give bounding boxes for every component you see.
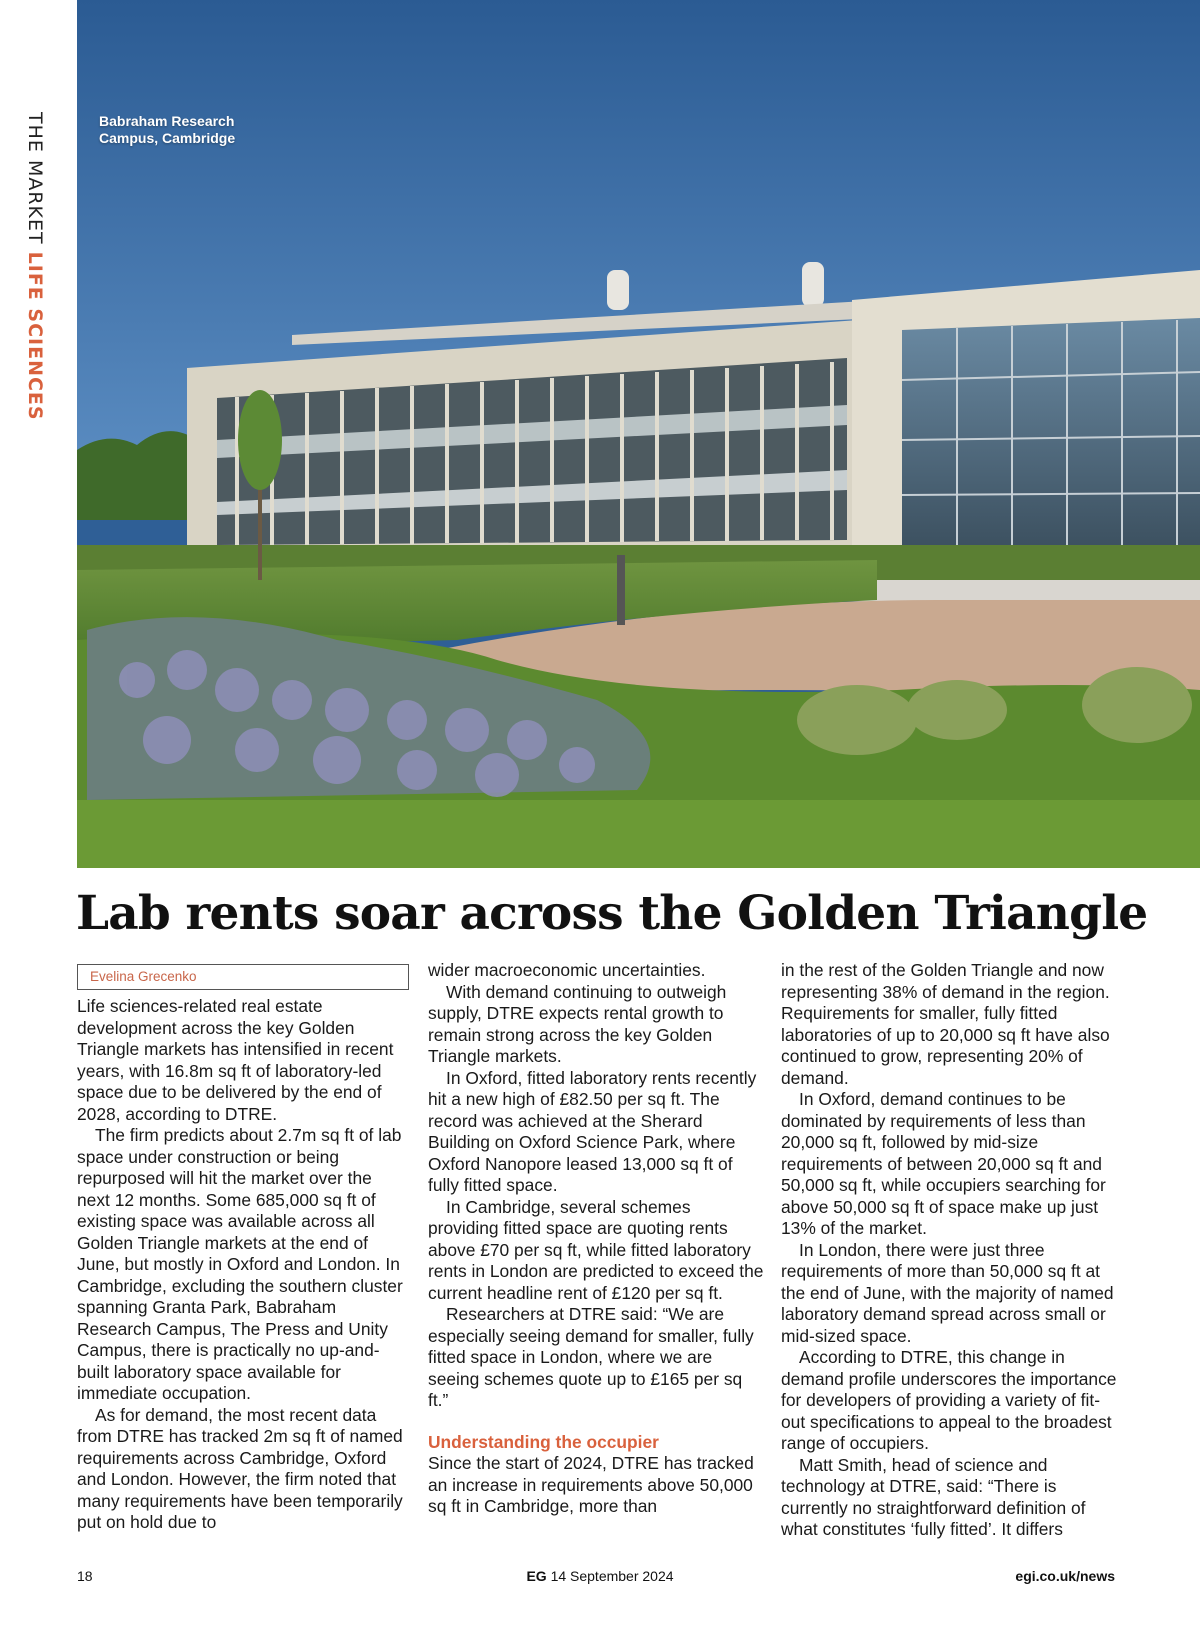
- article-column-2: [428, 960, 764, 1518]
- paragraph: In Cambridge, several schemes providing fitted space are quoting rents above £70 per sq ft, while fitted laboratory rents in London are predicted to exceed the current headline rent of £120 per sq ft.: [428, 1196, 764, 1303]
- article-column-3: [781, 960, 1121, 1541]
- section-prefix: THE MARKET: [24, 112, 46, 245]
- paragraph: The firm predicts about 2.7m sq ft of lab space under construction or being repurposed will hit the market over the next 12 months. Some 685,000 sq ft of existing space was available across all Golden Triangle markets at the end of June, but mostly in Oxford and London. In Cambridge, excluding the southern cluster spanning Granta Park, Babraham Research Campus, The Press and Unity Campus, there is practically no up-and-built laboratory space available for immediate occupation.: [77, 1125, 403, 1403]
- paragraph: Matt Smith, head of science and technology at DTRE, said: “There is currently no straightforward definition of what constitutes ‘fully fitted’. It differs: [781, 1454, 1086, 1539]
- paragraph: Since the start of 2024, DTRE has tracked an increase in requirements above 50,000 sq ft in Cambridge, more than: [428, 1453, 754, 1516]
- caption-line-2: Campus, Cambridge: [99, 130, 236, 146]
- paragraph: With demand continuing to outweigh supply, DTRE expects rental growth to remain strong across the key Golden Triangle markets.: [428, 981, 727, 1066]
- section-name: LIFE SCIENCES: [24, 251, 46, 421]
- paragraph: Life sciences-related real estate development across the key Golden Triangle markets has intensified in recent years, with 16.8m sq ft of laboratory-led space due to be delivered by the end of 2028, according to DTRE.: [77, 996, 394, 1124]
- photo-caption: [99, 113, 235, 147]
- campus-building-illustration: [77, 0, 1200, 868]
- page-number: 18: [77, 1568, 93, 1584]
- paragraph: In Oxford, fitted laboratory rents recently hit a new high of £82.50 per sq ft. The record was achieved at the Sherard Building on Oxford Science Park, where Oxford Nanopore leased 13,000 sq ft of fully fitted space.: [428, 1067, 757, 1195]
- caption-line-1: Babraham Research: [99, 113, 235, 129]
- hero-photo: [77, 0, 1200, 868]
- issue-date: 14 September 2024: [550, 1568, 674, 1584]
- article-headline: Lab rents soar across the Golden Triangle: [76, 886, 1148, 941]
- paragraph: In Oxford, demand continues to be dominated by requirements of less than 20,000 sq ft, followed by mid-size requirements of between 20,000 sq ft and 50,000 sq ft, while occupiers searching for above 50,000 sq ft of space make up just 13% of the market.: [781, 1089, 1106, 1238]
- section-subhead: Understanding the occupier: [428, 1431, 659, 1452]
- paragraph: in the rest of the Golden Triangle and now representing 38% of demand in the region. Requirements for smaller, fully fitted laboratories of up to 20,000 sq ft have also continued to grow, representing 20% of demand.: [781, 960, 1110, 1088]
- page-footer: [0, 1568, 1200, 1592]
- byline: Evelina Grecenko: [77, 964, 409, 990]
- paragraph: According to DTRE, this change in demand profile underscores the importance for developers of providing a variety of fit-out specifications to appeal to the broadest range of occupiers.: [781, 1347, 1117, 1453]
- website-link[interactable]: egi.co.uk/news: [1015, 1568, 1115, 1584]
- paragraph: In London, there were just three requirements of more than 50,000 sq ft at the end of June, with the majority of named laboratory demand spread across small or mid-sized space.: [781, 1239, 1114, 1346]
- section-label: [24, 112, 46, 421]
- paragraph: wider macroeconomic uncertainties.: [428, 960, 706, 980]
- paragraph: As for demand, the most recent data from DTRE has tracked 2m sq ft of named requirements across Cambridge, Oxford and London. However, the firm noted that many requirements have been temporarily put on hold due to: [77, 1404, 403, 1532]
- paragraph: Researchers at DTRE said: “We are especially seeing demand for smaller, fully fitted space in London, where we are seeing schemes quote up to £165 per sq ft.”: [428, 1304, 754, 1410]
- article-column-1: [77, 964, 409, 1534]
- publication-name: EG: [526, 1568, 547, 1584]
